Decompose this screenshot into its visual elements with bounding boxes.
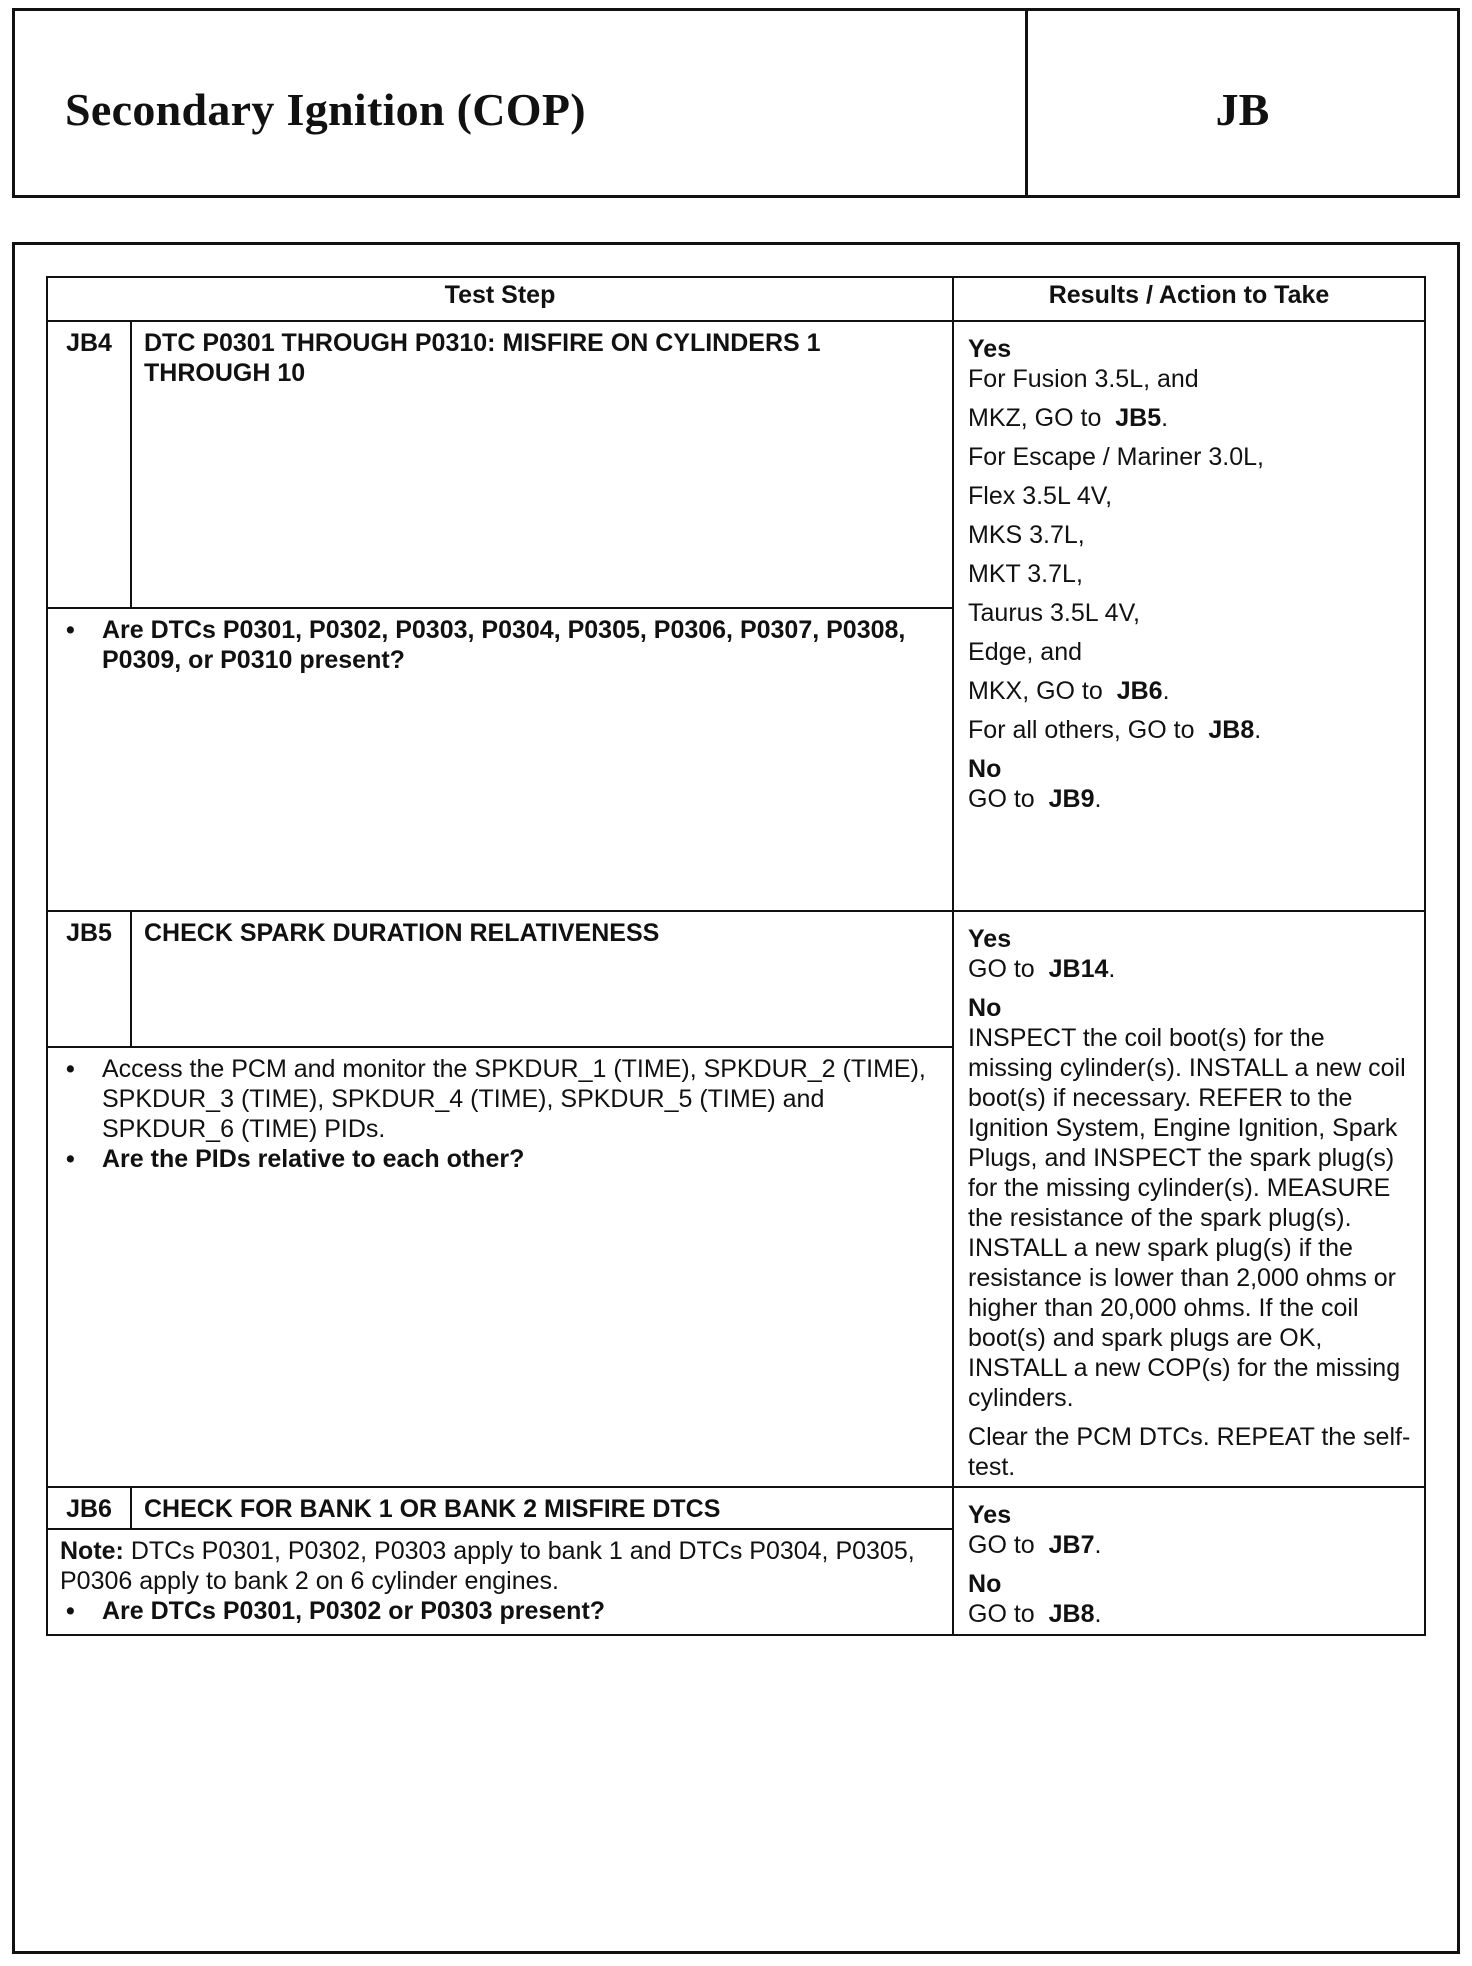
result-line: Taurus 3.5L 4V, — [968, 599, 1140, 627]
result-line: Flex 3.5L 4V, — [968, 482, 1113, 510]
no-label: No — [968, 1570, 1002, 1598]
step-question: • Are DTCs P0301, P0302, P0303, P0304, P0305, P0306, P0307, P0308, P0309, or P0310 present? — [102, 615, 940, 675]
result-line: For Fusion 3.5L, and — [968, 365, 1199, 393]
result-line: MKT 3.7L, — [968, 560, 1083, 588]
yes-label: Yes — [968, 335, 1012, 363]
step-question: • Are DTCs P0301, P0302 or P0303 present? — [102, 1596, 940, 1626]
step-jb6-results — [953, 1487, 1425, 1635]
step-jb4-results — [953, 321, 1425, 911]
result-text: INSPECT the coil boot(s) for the missing cylinder(s). INSTALL a new coil boot(s) if necessary. REFER to the Ignition System, Engine Ignition, Spark Plugs, and INSPECT the spark plug(s) for the missing cylinder(s). MEASURE the resistance of the spark plug(s). INSTALL a new spark plug(s) if the resistance is lower than 2,000 ohms or higher than 20,000 ohms. If the coil boot(s) and spark plugs are OK, INSTALL a new COP(s) for the missing cylinders. — [968, 1024, 1406, 1412]
page-title: Secondary Ignition (COP) — [65, 84, 586, 135]
step-question: • Are the PIDs relative to each other? — [102, 1144, 940, 1174]
step-body — [47, 1047, 953, 1487]
result-line: MKZ, GO to JB5. — [968, 404, 1169, 432]
step-jb5-results — [953, 911, 1425, 1487]
step-id: JB5 — [47, 911, 131, 1047]
step-title: DTC P0301 THROUGH P0310: MISFIRE ON CYLINDERS 1 THROUGH 10 — [131, 321, 953, 608]
result-line: MKS 3.7L, — [968, 521, 1085, 549]
result-line: GO to JB8. — [968, 1600, 1102, 1628]
step-note: Note: DTCs P0301, P0302, P0303 apply to bank 1 and DTCs P0304, P0305, P0306 apply to bank 2 on 6 cylinder engines. — [60, 1537, 915, 1595]
yes-label: Yes — [968, 1501, 1012, 1529]
table-header-row — [47, 277, 1425, 321]
section-code: JB — [1215, 84, 1270, 135]
result-line: Edge, and — [968, 638, 1083, 666]
test-step-table — [46, 276, 1426, 1636]
step-title: CHECK SPARK DURATION RELATIVENESS — [131, 911, 953, 1047]
step-jb4-title-row — [47, 321, 1425, 608]
page-header — [12, 8, 1460, 198]
col-header-results: Results / Action to Take — [953, 277, 1425, 321]
result-line: GO to JB9. — [968, 785, 1102, 813]
step-jb6-title-row — [47, 1487, 1425, 1529]
result-line: GO to JB14. — [968, 955, 1116, 983]
result-line: For all others, GO to JB8. — [968, 716, 1262, 744]
step-id: JB6 — [47, 1487, 131, 1529]
result-line: MKX, GO to JB6. — [968, 677, 1170, 705]
result-text: Clear the PCM DTCs. REPEAT the self-test. — [968, 1423, 1411, 1481]
no-label: No — [968, 994, 1002, 1022]
step-jb5-title-row — [47, 911, 1425, 1047]
step-title: CHECK FOR BANK 1 OR BANK 2 MISFIRE DTCS — [131, 1487, 953, 1529]
step-body — [47, 608, 953, 911]
step-id: JB4 — [47, 321, 131, 608]
no-label: No — [968, 755, 1002, 783]
col-header-test-step: Test Step — [47, 277, 953, 321]
result-line: For Escape / Mariner 3.0L, — [968, 443, 1264, 471]
step-instruction: • Access the PCM and monitor the SPKDUR_1 (TIME), SPKDUR_2 (TIME), SPKDUR_3 (TIME), SPKDUR_4 (TIME), SPKDUR_5 (TIME) and SPKDUR_6 (TIME) PIDs. — [102, 1054, 940, 1144]
result-line: GO to JB7. — [968, 1531, 1102, 1559]
step-body — [47, 1529, 953, 1635]
yes-label: Yes — [968, 925, 1012, 953]
